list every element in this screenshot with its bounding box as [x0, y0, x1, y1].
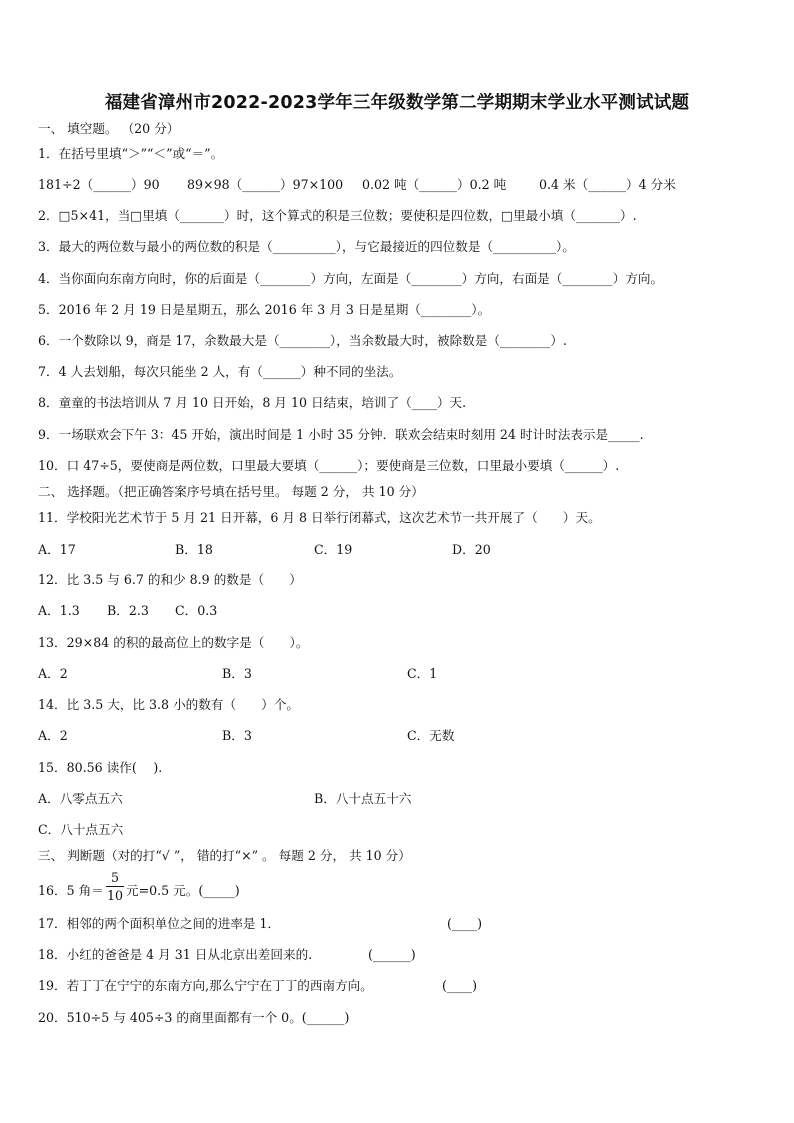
question-1-stem: 1．在括号里填“＞”“＜”或“＝”。 — [38, 146, 224, 161]
question-20: 20．510÷5 与 405÷3 的商里面都有一个 0。(______) — [38, 1010, 350, 1025]
question-14-stem: 14．比 3.5 大，比 3.8 小的数有（ ）个。 — [38, 697, 300, 712]
section-heading-multiple-choice: 二、 选择题。（把正确答案序号填在括号里。 每题 2 分， 共 10 分） — [38, 484, 424, 499]
question-14-option-b: B．3 — [222, 728, 252, 743]
question-9: 9．一场联欢会下午 3：45 开始，演出时间是 1 小时 35 分钟．联欢会结束时刻用 24 时计时法表示是_____. — [38, 427, 644, 442]
question-7: 7．4 人去划船，每次只能坐 2 人，有（______）种不同的坐法。 — [38, 364, 402, 379]
question-1-item-d: 0.4 米（______）4 分米 — [539, 177, 676, 192]
question-3: 3．最大的两位数与最小的两位数的积是（__________），与它最接近的四位数是（__________）。 — [38, 239, 575, 254]
fraction — [105, 871, 125, 903]
fraction-bar — [106, 886, 124, 887]
question-6: 6．一个数除以 9，商是 17，余数最大是（________），当余数最大时，被除数是（________）. — [38, 333, 567, 348]
question-17: 17．相邻的两个面积单位之间的进率是 1． — [38, 916, 281, 931]
question-5: 5．2016 年 2 月 19 日是星期五，那么 2016 年 3 月 3 日是星期（________）。 — [38, 302, 491, 317]
question-18: 18．小红的爸爸是 4 月 31 日从北京出差回来的. — [38, 947, 313, 962]
question-12-option-b: B．2.3 — [107, 603, 149, 618]
question-15-stem: 15．80.56 读作( ). — [38, 760, 163, 775]
question-1-item-a: 181÷2（______）90 — [38, 177, 160, 192]
question-13-option-b: B．3 — [222, 666, 252, 681]
question-16-prefix: 16．5 角＝ — [38, 883, 104, 898]
question-14-option-a: A．2 — [38, 728, 68, 743]
fraction-numerator: 5 — [110, 870, 119, 885]
question-15-option-b: B．八十点五十六 — [314, 791, 412, 806]
fraction-denominator: 10 — [106, 888, 124, 903]
question-11-option-a: A．17 — [38, 542, 76, 557]
question-19-answer-paren: (____) — [442, 978, 478, 993]
question-15-option-a: A．八零点五六 — [38, 791, 123, 806]
question-15-option-c: C．八十点五六 — [38, 822, 124, 837]
question-11-option-b: B．18 — [175, 542, 213, 557]
question-1-item-b: 89×98（______）97×100 — [187, 177, 344, 192]
section-heading-fill-blank: 一、 填空题。 （20 分） — [38, 121, 180, 136]
section-heading-true-false: 三、 判断题（对的打“√ ”， 错的打“×” 。 每题 2 分， 共 10 分） — [38, 848, 411, 863]
question-17-answer-paren: (____) — [447, 916, 483, 931]
question-12-option-a: A．1.3 — [38, 603, 80, 618]
question-13-option-c: C．1 — [407, 666, 438, 681]
question-2: 2．□5×41，当□里填（_______）时，这个算式的积是三位数；要使积是四位数，□里最小填（_______）. — [38, 208, 637, 223]
question-10: 10．口 47÷5，要使商是两位数，口里最大要填（______）；要使商是三位数，口里最小要填（______）. — [38, 458, 620, 473]
question-14-option-c: C．无数 — [407, 728, 455, 743]
question-11-option-c: C．19 — [314, 542, 353, 557]
question-13-option-a: A．2 — [38, 666, 68, 681]
question-16-suffix: 元=0.5 元。(_____) — [126, 883, 240, 898]
question-12-option-c: C．0.3 — [175, 603, 218, 618]
question-13-stem: 13．29×84 的积的最高位上的数字是（ ）。 — [38, 635, 309, 650]
question-19: 19．若丁丁在宁宁的东南方向,那么宁宁在丁丁的西南方向。 — [38, 978, 373, 993]
question-18-answer-paren: (______) — [368, 947, 416, 962]
question-12-stem: 12．比 3.5 与 6.7 的和少 8.9 的数是（ ） — [38, 572, 302, 587]
question-8: 8．童童的书法培训从 7 月 10 日开始，8 月 10 日结束，培训了（____）天. — [38, 395, 467, 410]
page-title: 福建省漳州市2022-2023学年三年级数学第二学期期末学业水平测试试题 — [104, 93, 690, 113]
question-4: 4．当你面向东南方向时，你的后面是（________）方向，左面是（________）方向，右面是（________）方向。 — [38, 271, 664, 286]
question-1-item-c: 0.02 吨（______）0.2 吨 — [362, 177, 507, 192]
question-11-stem: 11．学校阳光艺术节于 5 月 21 日开幕，6 月 8 日举行闭幕式，这次艺术节一共开展了（ ）天。 — [38, 510, 601, 525]
question-11-option-d: D．20 — [452, 542, 491, 557]
